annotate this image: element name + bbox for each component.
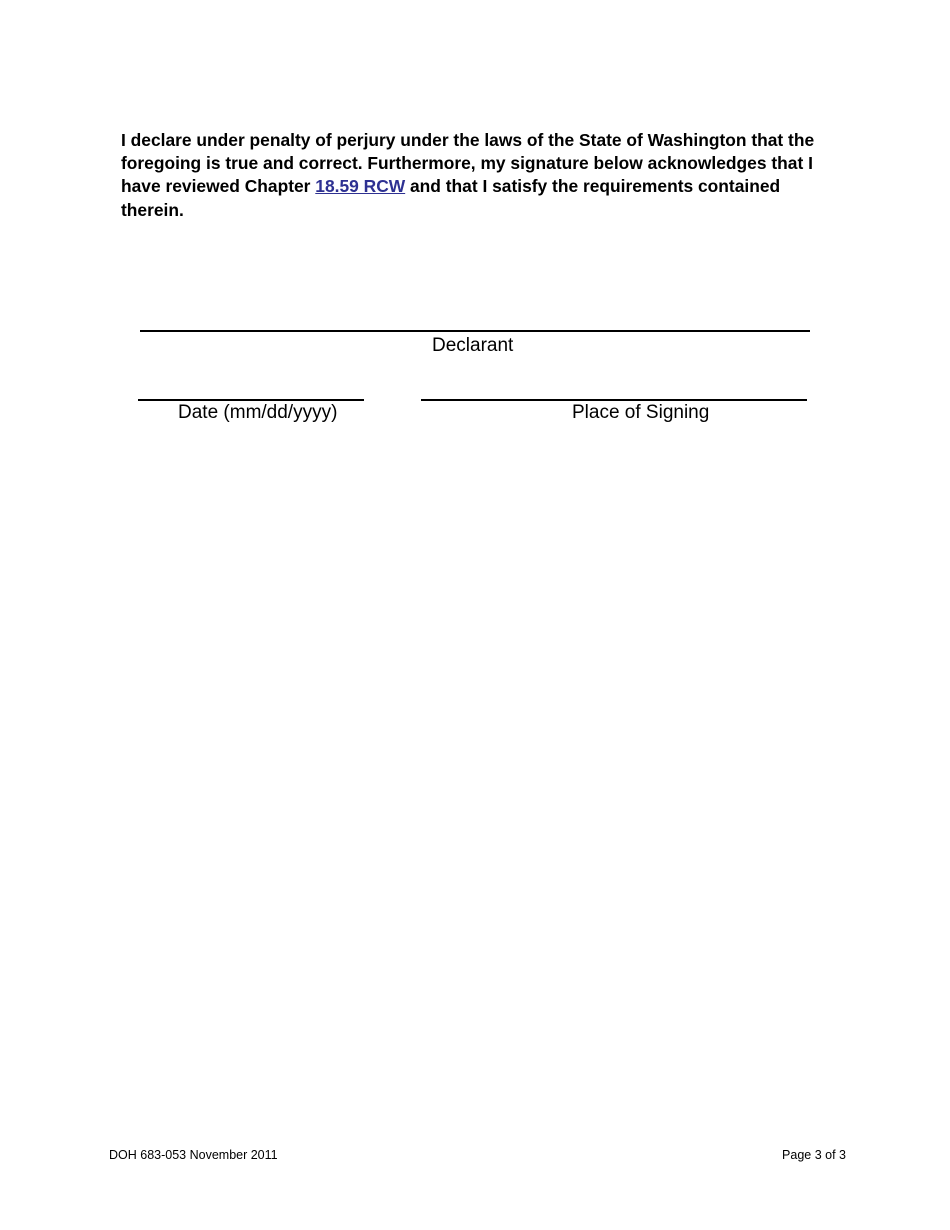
declaration-paragraph — [121, 129, 821, 222]
date-signature-line[interactable] — [138, 399, 364, 401]
declaration-text-end: and that I satisfy the requirements contained therein. — [121, 176, 781, 220]
rcw-chapter-link[interactable]: 18.59 RCW — [315, 176, 406, 197]
place-signature-line[interactable] — [421, 399, 807, 401]
declarant-label: Declarant — [432, 335, 514, 356]
form-identifier: DOH 683-053 November 2011 — [109, 1148, 278, 1162]
declaration-text-start: I declare under penalty of perjury under the laws of the State of Washington that the foregoing is true and correct. Furthermore, my signature below acknowledges that I have reviewed Chapter — [121, 130, 815, 197]
page-number: Page 3 of 3 — [782, 1148, 846, 1162]
declarant-signature-line[interactable] — [140, 330, 810, 332]
place-label: Place of Signing — [572, 402, 710, 423]
date-label: Date (mm/dd/yyyy) — [178, 402, 338, 423]
